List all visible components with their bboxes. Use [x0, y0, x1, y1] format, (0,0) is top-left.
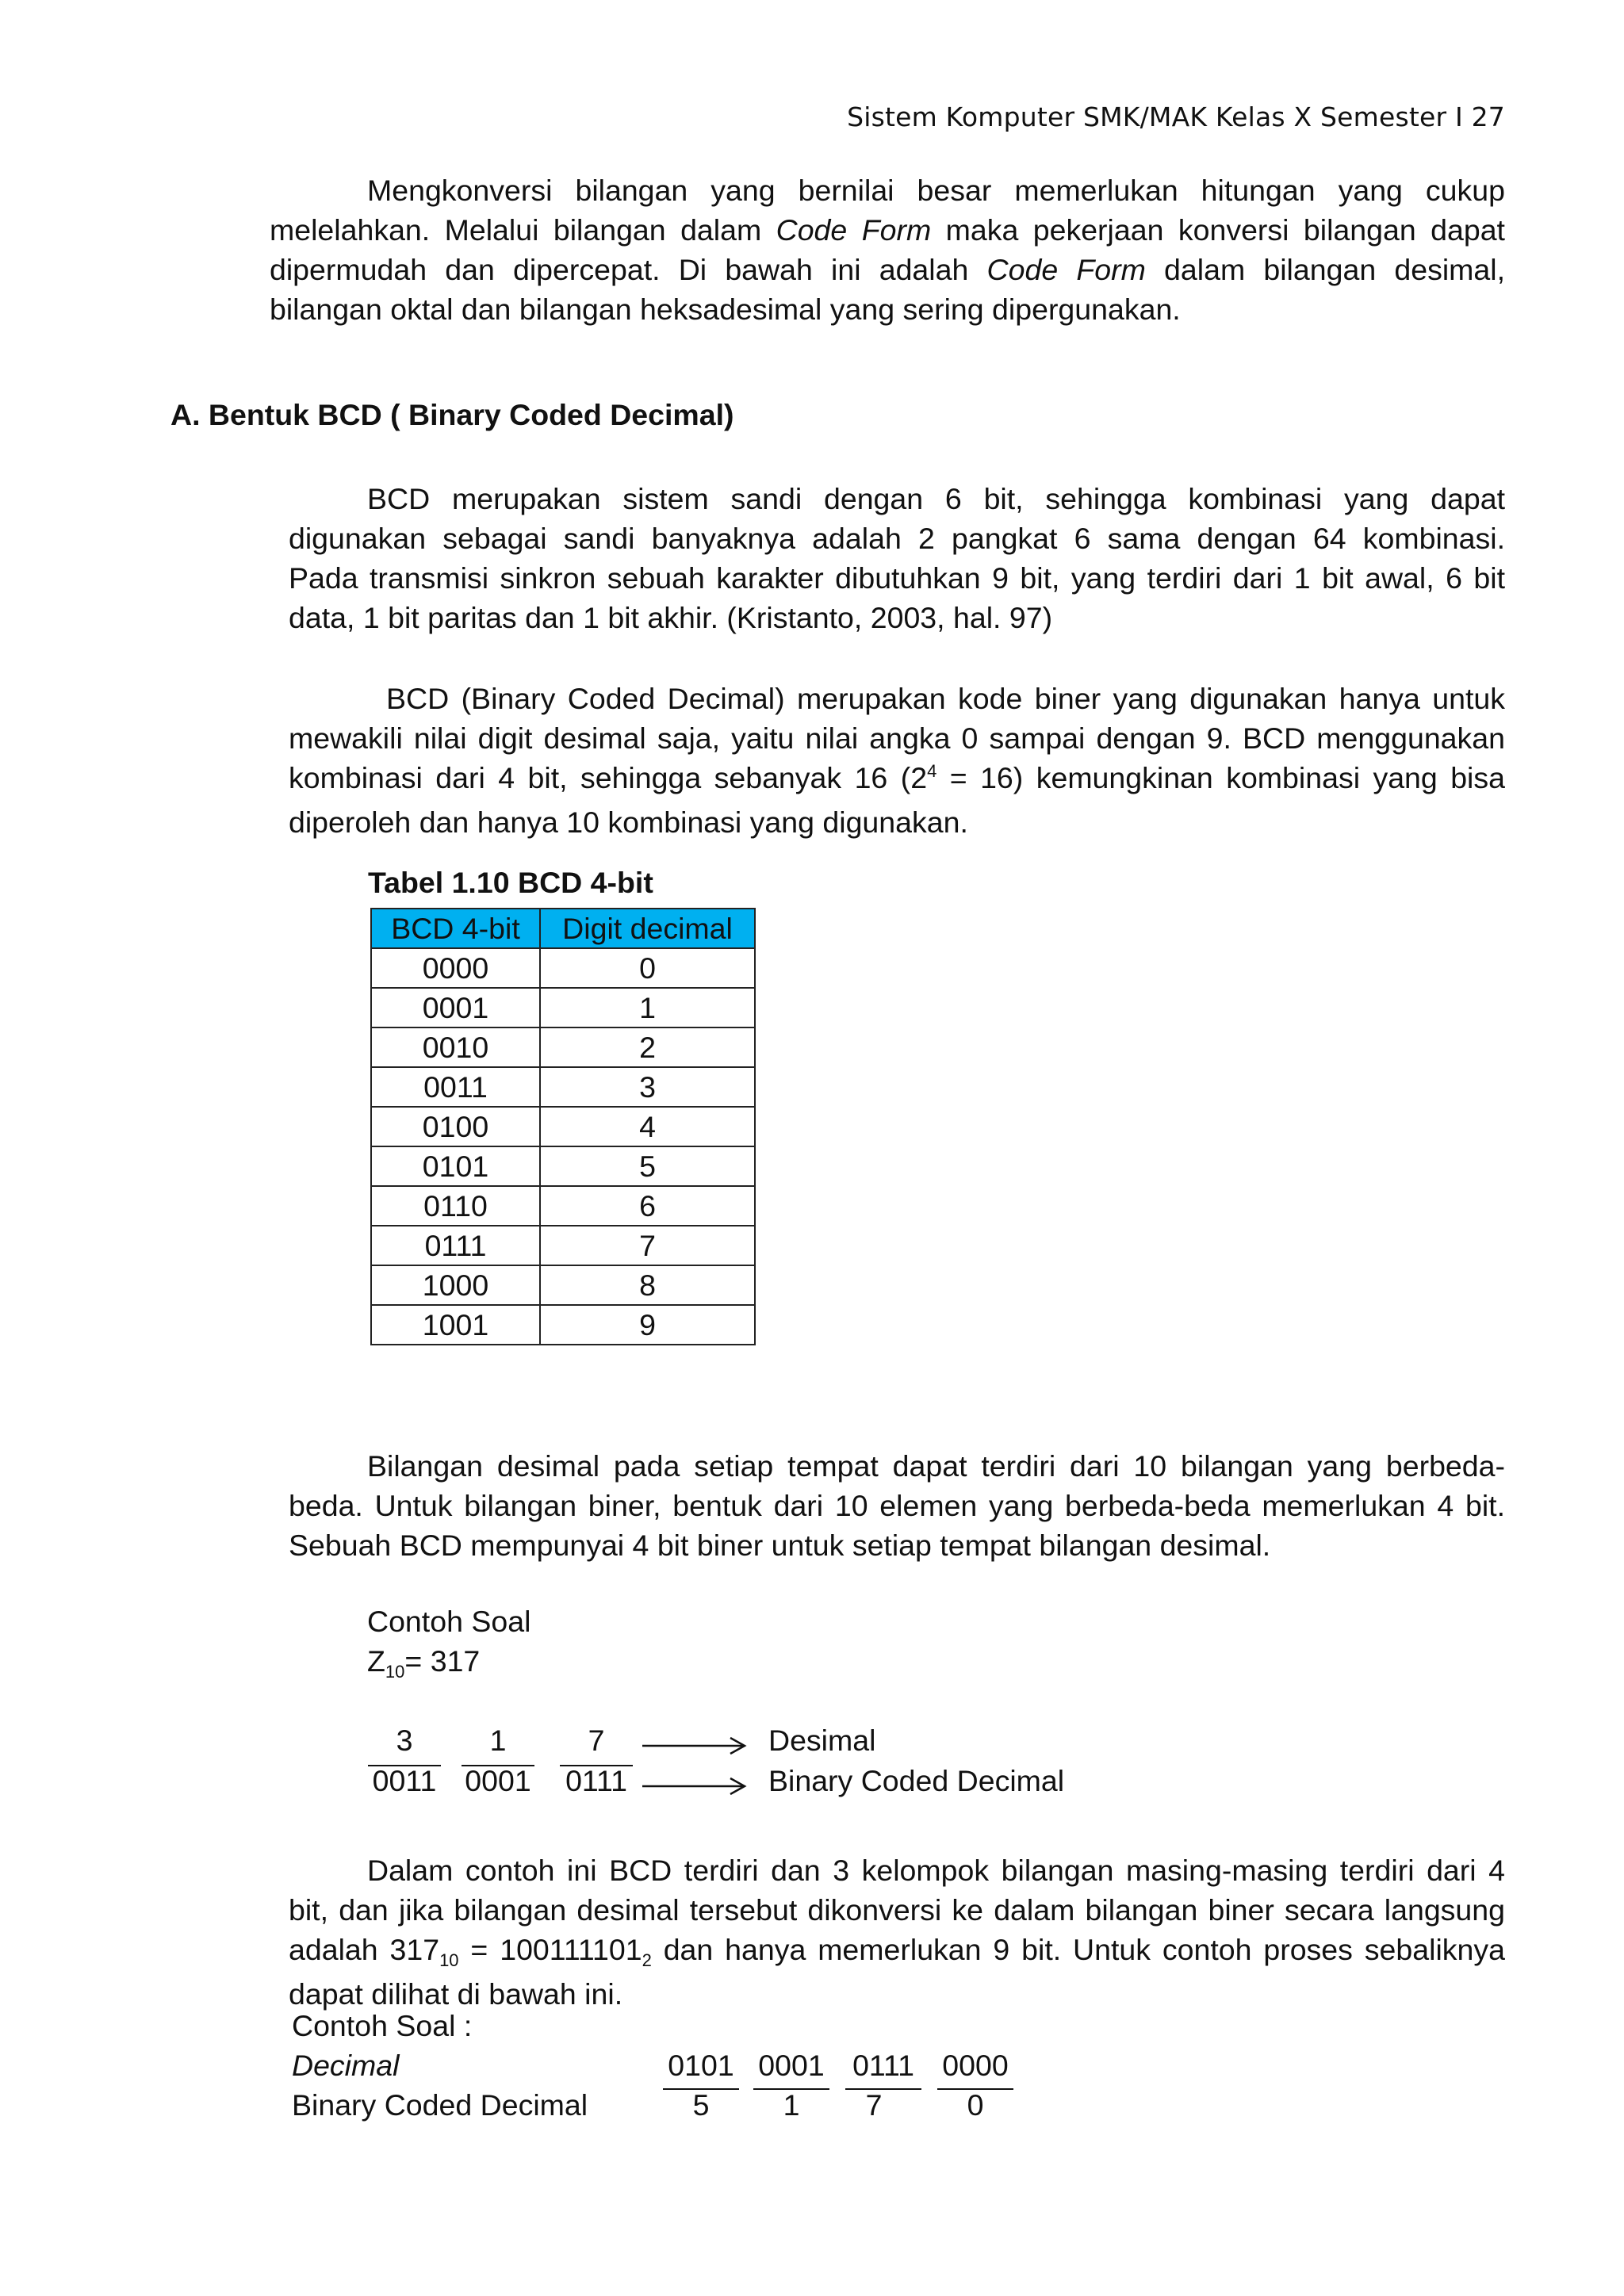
para4-line-3-c: dan hanya memerlukan 9 bit. Untuk contoh proses sebaliknya: [651, 1933, 1505, 1966]
para4-subscript-2: 2: [642, 1950, 652, 1970]
table-cell-bcd: 0110: [371, 1186, 540, 1226]
para2-line-3-post: = 16) kemungkinan kombinasi yang bisa: [936, 761, 1505, 794]
bcd-paragraph-4: [289, 1850, 1505, 2014]
table-row: [371, 988, 755, 1027]
intro-line-3: dipermudah dan dipercepat. Di bawah ini adalah Code Form dalam bilangan desimal,: [270, 253, 1505, 286]
bcd-paragraph-2: [289, 679, 1505, 842]
running-header: Sistem Komputer SMK/MAK Kelas X Semester I 27: [847, 101, 1505, 132]
example2-code-1: 0101: [668, 2049, 734, 2082]
para4-line-2: bit, dan jika bilangan desimal tersebut dikonversi ke dalam bilangan biner secara langsung: [289, 1893, 1505, 1927]
table-row: [371, 1186, 755, 1226]
example1-digit-1: 3: [396, 1724, 413, 1757]
table-cell-digit: 8: [540, 1265, 755, 1305]
para1-line-1: BCD merupakan sistem sandi dengan 6 bit, sehingga kombinasi yang dapat: [367, 482, 1505, 515]
table-row: [371, 1107, 755, 1146]
table-row: [371, 948, 755, 988]
example2-row1-label-text: Decimal: [292, 2049, 400, 2082]
example2-code-2: 0001: [758, 2049, 825, 2082]
para4-subscript-10: 10: [439, 1950, 459, 1970]
z-value: = 317: [404, 1644, 481, 1678]
table-cell-digit: 1: [540, 988, 755, 1027]
table-header-row: [371, 909, 755, 948]
table-caption: Tabel 1.10 BCD 4-bit: [368, 866, 653, 899]
table-row: [371, 1027, 755, 1067]
example1-label-bcd: Binary Coded Decimal: [768, 1764, 1065, 1797]
table-cell-digit: 9: [540, 1305, 755, 1345]
para3-line-1: Bilangan desimal pada setiap tempat dapat terdiri dari 10 bilangan yang berbeda-: [367, 1449, 1505, 1483]
table-cell-bcd: 0000: [371, 948, 540, 988]
bcd-table: [370, 908, 756, 1345]
example2-digit-2: 1: [783, 2088, 800, 2122]
table-row: [371, 1305, 755, 1345]
para1-line-3: Pada transmisi sinkron sebuah karakter dibutuhkan 9 bit, yang terdiri dari 1 bit awal, 6 bit: [289, 561, 1505, 595]
example2-code-3: 0111: [852, 2049, 914, 2082]
table-row: [371, 1265, 755, 1305]
example1-title: Contoh Soal: [367, 1605, 531, 1638]
z-subscript: 10: [385, 1662, 405, 1682]
example2-digit-4: 0: [967, 2088, 984, 2122]
para2-line-4: diperoleh dan hanya 10 kombinasi yang digunakan.: [289, 806, 968, 839]
para4-line-3-b: = 100111101: [458, 1933, 642, 1966]
para2-line-3-pre: kombinasi dari 4 bit, sehingga sebanyak 16 (2: [289, 761, 928, 794]
intro-line-2: melelahkan. Melalui bilangan dalam Code Form maka pekerjaan konversi bilangan dapat: [270, 213, 1505, 247]
example2-code-4: 0000: [942, 2049, 1009, 2082]
table-cell-bcd: 1001: [371, 1305, 540, 1345]
para4-line-1: Dalam contoh ini BCD terdiri dan 3 kelompok bilangan masing-masing terdiri dari 4: [367, 1854, 1505, 1887]
z-letter: Z: [367, 1644, 385, 1678]
example1-code-2: 0001: [465, 1764, 531, 1797]
para1-line-2: digunakan sebagai sandi banyaknya adalah 2 pangkat 6 sama dengan 64 kombinasi.: [289, 522, 1505, 555]
table-cell-bcd: 0101: [371, 1146, 540, 1186]
example2-title: Contoh Soal :: [292, 2009, 473, 2042]
code-form-term: Code Form: [986, 253, 1146, 286]
para4-line-3-a: adalah 317: [289, 1933, 440, 1966]
table-cell-digit: 0: [540, 948, 755, 988]
para4-line-3: [289, 1930, 1505, 1974]
intro-paragraph: [270, 170, 1505, 329]
table-cell-digit: 2: [540, 1027, 755, 1067]
table-cell-digit: 7: [540, 1226, 755, 1265]
bcd-paragraph-3: [289, 1446, 1505, 1565]
table-row: [371, 1226, 755, 1265]
example2-digit-3: 7: [865, 2088, 883, 2122]
example1-digit-2: 1: [489, 1724, 507, 1757]
table-cell-digit: 5: [540, 1146, 755, 1186]
para2-line-3: [289, 758, 1505, 802]
table-cell-bcd: 1000: [371, 1265, 540, 1305]
table-row: [371, 1067, 755, 1107]
table-header-bcd: BCD 4-bit: [371, 909, 540, 948]
table-cell-bcd: 0001: [371, 988, 540, 1027]
para2-line-1: BCD (Binary Coded Decimal) merupakan kode biner yang digunakan hanya untuk: [386, 682, 1505, 715]
example2-row1-label: [292, 2049, 399, 2083]
bcd-paragraph-1: [289, 479, 1505, 637]
table-cell-bcd: 0100: [371, 1107, 540, 1146]
section-heading: A. Bentuk BCD ( Binary Coded Decimal): [170, 398, 734, 431]
power-superscript: 4: [927, 761, 937, 781]
example1-digit-3: 7: [588, 1724, 605, 1757]
table-cell-bcd: 0010: [371, 1027, 540, 1067]
table-cell-digit: 3: [540, 1067, 755, 1107]
table-header-digit: Digit decimal: [540, 909, 755, 948]
para3-line-2: beda. Untuk bilangan biner, bentuk dari 10 elemen yang berbeda-beda memerlukan 4 bit.: [289, 1489, 1505, 1522]
example1-label-decimal: Desimal: [768, 1724, 876, 1757]
example2-digit-1: 5: [692, 2088, 710, 2122]
para4-line-4: dapat dilihat di bawah ini.: [289, 1977, 623, 2011]
table-row: [371, 1146, 755, 1186]
para1-line-4: data, 1 bit paritas dan 1 bit akhir. (Kristanto, 2003, hal. 97): [289, 601, 1053, 634]
table-cell-digit: 6: [540, 1186, 755, 1226]
example1-code-1: 0011: [372, 1764, 437, 1797]
code-form-term: Code Form: [776, 213, 932, 247]
example1-z-expression: [367, 1644, 481, 1682]
table-cell-bcd: 0011: [371, 1067, 540, 1107]
intro-line-4: bilangan oktal dan bilangan heksadesimal yang sering dipergunakan.: [270, 293, 1181, 326]
example1-arrows: [634, 1728, 753, 1808]
para3-line-3: Sebuah BCD mempunyai 4 bit biner untuk setiap tempat bilangan desimal.: [289, 1529, 1271, 1562]
table-cell-bcd: 0111: [371, 1226, 540, 1265]
intro-line-1: Mengkonversi bilangan yang bernilai besar memerlukan hitungan yang cukup: [367, 174, 1505, 207]
table-cell-digit: 4: [540, 1107, 755, 1146]
example1-code-3: 0111: [565, 1764, 627, 1797]
table-body: [371, 948, 755, 1345]
example2-row2-label: Binary Coded Decimal: [292, 2088, 588, 2122]
para2-line-2: mewakili nilai digit desimal saja, yaitu nilai angka 0 sampai dengan 9. BCD menggunakan: [289, 721, 1505, 755]
arrow-icon: [642, 1778, 745, 1794]
arrow-icon: [642, 1738, 745, 1754]
